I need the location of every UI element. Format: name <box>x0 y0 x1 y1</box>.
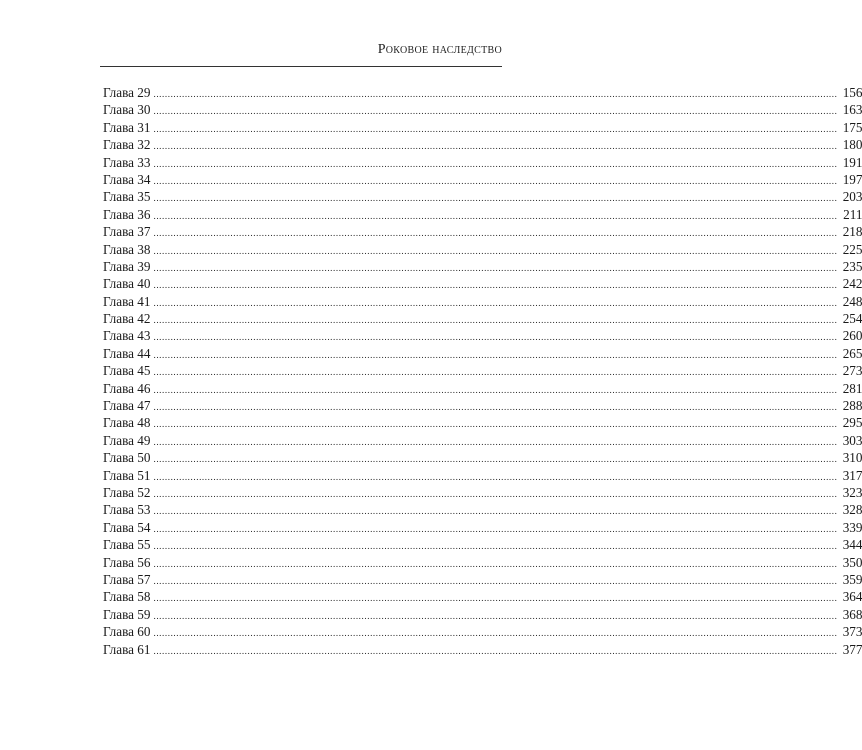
toc-entry[interactable] <box>103 345 862 362</box>
toc-dot-leader: ................................................................................................................................................................................................................................................ <box>153 610 838 621</box>
toc-entry-title: Глава 30 <box>103 102 151 118</box>
toc-entry-page-number: 323 <box>842 484 862 500</box>
toc-entry-page-number: 328 <box>842 502 862 518</box>
toc-entry-title: Глава 45 <box>103 363 151 379</box>
toc-entry[interactable] <box>103 101 862 118</box>
toc-entry[interactable] <box>103 327 862 344</box>
toc-entry-page-number: 368 <box>842 606 862 622</box>
toc-entry-page-number: 156 <box>842 85 862 100</box>
toc-entry-page-number: 211 <box>843 206 862 222</box>
toc-dot-leader: ................................................................................................................................................................................................................................................ <box>153 523 838 534</box>
toc-dot-leader: ................................................................................................................................................................................................................................................ <box>153 297 838 308</box>
toc-entry-page-number: 180 <box>842 137 862 153</box>
toc-entry-page-number: 310 <box>842 450 862 466</box>
toc-dot-leader: ................................................................................................................................................................................................................................................ <box>153 210 838 221</box>
toc-dot-leader: ................................................................................................................................................................................................................................................ <box>153 419 838 430</box>
toc-dot-leader: ................................................................................................................................................................................................................................................ <box>153 123 838 134</box>
toc-entry-title: Глава 46 <box>103 380 151 396</box>
toc-dot-leader: ................................................................................................................................................................................................................................................ <box>153 436 838 447</box>
toc-entry-page-number: 303 <box>842 432 862 448</box>
running-head-title: Роковое наследство <box>377 42 502 57</box>
toc-entry-title: Глава 57 <box>103 571 151 587</box>
toc-entry-page-number: 317 <box>842 467 862 483</box>
toc-entry[interactable] <box>103 588 862 605</box>
toc-entry-title: Глава 31 <box>103 119 151 135</box>
toc-entry-page-number: 359 <box>842 571 862 587</box>
toc-entry-page-number: 191 <box>842 154 862 170</box>
toc-entry[interactable] <box>103 397 862 414</box>
toc-entry-title: Глава 41 <box>103 293 151 309</box>
toc-entry-title: Глава 42 <box>103 311 151 327</box>
toc-entry-page-number: 273 <box>842 363 862 379</box>
toc-entry[interactable] <box>103 484 862 501</box>
toc-entry-title: Глава 43 <box>103 328 151 344</box>
toc-entry-title: Глава 40 <box>103 276 151 292</box>
toc-dot-leader: ................................................................................................................................................................................................................................................ <box>153 628 838 639</box>
toc-entry-title: Глава 49 <box>103 432 151 448</box>
toc-dot-leader: ................................................................................................................................................................................................................................................ <box>153 280 838 291</box>
toc-dot-leader: ................................................................................................................................................................................................................................................ <box>153 332 838 343</box>
toc-entry-page-number: 265 <box>842 345 862 361</box>
toc-entry-title: Глава 32 <box>103 137 151 153</box>
toc-dot-leader: ................................................................................................................................................................................................................................................ <box>153 384 838 395</box>
toc-entry-page-number: 218 <box>842 224 862 240</box>
toc-entry[interactable] <box>103 258 862 275</box>
toc-dot-leader: ................................................................................................................................................................................................................................................ <box>153 245 838 256</box>
toc-entry[interactable] <box>103 275 862 292</box>
toc-dot-leader: ................................................................................................................................................................................................................................................ <box>153 645 838 656</box>
toc-dot-leader: ................................................................................................................................................................................................................................................ <box>153 141 838 152</box>
toc-entry-title: Глава 39 <box>103 258 151 274</box>
toc-entry-title: Глава 52 <box>103 484 151 500</box>
toc-entry-page-number: 339 <box>842 519 862 535</box>
toc-entry[interactable] <box>103 380 862 397</box>
toc-entry[interactable] <box>103 554 862 571</box>
toc-entry-page-number: 288 <box>842 398 862 414</box>
toc-entry-page-number: 295 <box>842 415 862 431</box>
header-rule <box>100 66 502 67</box>
toc-dot-leader: ................................................................................................................................................................................................................................................ <box>153 558 838 569</box>
toc-entry-title: Глава 44 <box>103 345 151 361</box>
toc-entry-title: Глава 58 <box>103 589 151 605</box>
toc-entry[interactable] <box>103 641 862 658</box>
toc-entry-title: Глава 56 <box>103 554 151 570</box>
toc-entry-title: Глава 29 <box>103 85 151 100</box>
toc-entry-page-number: 242 <box>842 276 862 292</box>
toc-entry[interactable] <box>103 293 862 310</box>
table-of-contents <box>103 84 862 658</box>
toc-dot-leader: ................................................................................................................................................................................................................................................ <box>153 593 838 604</box>
toc-dot-leader: ................................................................................................................................................................................................................................................ <box>153 228 838 239</box>
toc-entry-page-number: 281 <box>842 380 862 396</box>
toc-dot-leader: ................................................................................................................................................................................................................................................ <box>153 315 838 326</box>
toc-entry[interactable] <box>103 414 862 431</box>
toc-entry-title: Глава 48 <box>103 415 151 431</box>
toc-entry[interactable] <box>103 519 862 536</box>
toc-entry-page-number: 350 <box>842 554 862 570</box>
toc-dot-leader: ................................................................................................................................................................................................................................................ <box>153 106 838 117</box>
toc-dot-leader: ................................................................................................................................................................................................................................................ <box>153 454 838 465</box>
toc-dot-leader: ................................................................................................................................................................................................................................................ <box>153 158 838 169</box>
toc-entry-page-number: 235 <box>842 258 862 274</box>
toc-entry-title: Глава 50 <box>103 450 151 466</box>
toc-entry-title: Глава 38 <box>103 241 151 257</box>
toc-entry[interactable] <box>103 571 862 588</box>
toc-entry[interactable] <box>103 119 862 136</box>
toc-dot-leader: ................................................................................................................................................................................................................................................ <box>153 262 838 273</box>
toc-entry[interactable] <box>103 536 862 553</box>
toc-entry-title: Глава 47 <box>103 398 151 414</box>
toc-entry-title: Глава 60 <box>103 624 151 640</box>
toc-entry-page-number: 260 <box>842 328 862 344</box>
toc-entry[interactable] <box>103 241 862 258</box>
toc-entry-page-number: 175 <box>842 119 862 135</box>
toc-entry-title: Глава 35 <box>103 189 151 205</box>
toc-dot-leader: ................................................................................................................................................................................................................................................ <box>153 488 838 499</box>
toc-entry-title: Глава 53 <box>103 502 151 518</box>
toc-entry-page-number: 197 <box>842 171 862 187</box>
toc-entry-page-number: 203 <box>842 189 862 205</box>
toc-entry-title: Глава 36 <box>103 206 151 222</box>
toc-entry-title: Глава 33 <box>103 154 151 170</box>
toc-entry-title: Глава 55 <box>103 537 151 553</box>
toc-entry[interactable] <box>103 501 862 518</box>
toc-entry-page-number: 364 <box>842 589 862 605</box>
toc-entry[interactable] <box>103 84 862 101</box>
toc-entry-page-number: 373 <box>842 624 862 640</box>
toc-dot-leader: ................................................................................................................................................................................................................................................ <box>153 402 838 413</box>
toc-entry-page-number: 163 <box>842 102 862 118</box>
toc-entry[interactable] <box>103 206 862 223</box>
toc-dot-leader: ................................................................................................................................................................................................................................................ <box>153 506 838 517</box>
toc-entry-page-number: 225 <box>842 241 862 257</box>
toc-entry[interactable] <box>103 432 862 449</box>
toc-entry[interactable] <box>103 310 862 327</box>
toc-entry[interactable] <box>103 606 862 623</box>
toc-entry-page-number: 377 <box>842 641 862 657</box>
toc-entry-title: Глава 59 <box>103 606 151 622</box>
toc-dot-leader: ................................................................................................................................................................................................................................................ <box>153 367 838 378</box>
toc-dot-leader: ................................................................................................................................................................................................................................................ <box>153 471 838 482</box>
toc-entry-page-number: 254 <box>842 311 862 327</box>
toc-entry-title: Глава 37 <box>103 224 151 240</box>
toc-dot-leader: ................................................................................................................................................................................................................................................ <box>153 349 838 360</box>
toc-entry-title: Глава 61 <box>103 641 151 657</box>
toc-entry-page-number: 344 <box>842 537 862 553</box>
toc-dot-leader: ................................................................................................................................................................................................................................................ <box>153 89 838 99</box>
toc-dot-leader: ................................................................................................................................................................................................................................................ <box>153 193 838 204</box>
toc-entry-page-number: 248 <box>842 293 862 309</box>
toc-entry[interactable] <box>103 188 862 205</box>
toc-dot-leader: ................................................................................................................................................................................................................................................ <box>153 575 838 586</box>
toc-entry[interactable] <box>103 171 862 188</box>
toc-entry[interactable] <box>103 136 862 153</box>
toc-entry-title: Глава 34 <box>103 171 151 187</box>
toc-entry[interactable] <box>103 223 862 240</box>
toc-entry-title: Глава 54 <box>103 519 151 535</box>
toc-entry-title: Глава 51 <box>103 467 151 483</box>
toc-dot-leader: ................................................................................................................................................................................................................................................ <box>153 175 838 186</box>
toc-entry[interactable] <box>103 467 862 484</box>
toc-dot-leader: ................................................................................................................................................................................................................................................ <box>153 541 838 552</box>
toc-entry[interactable] <box>103 154 862 171</box>
toc-entry[interactable] <box>103 449 862 466</box>
toc-entry[interactable] <box>103 623 862 640</box>
toc-entry[interactable] <box>103 362 862 379</box>
